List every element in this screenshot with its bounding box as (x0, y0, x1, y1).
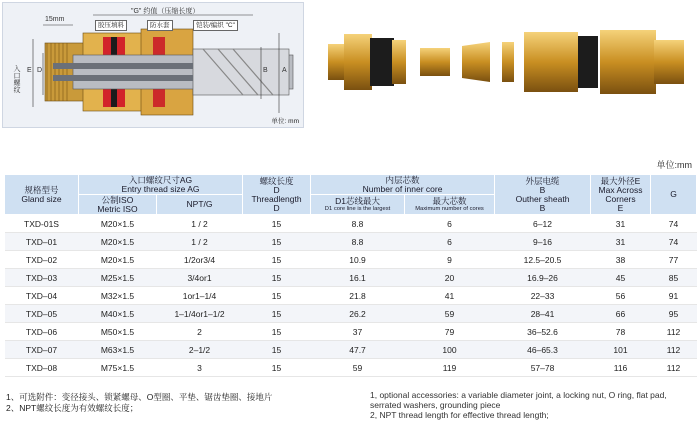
cell-outer-sheath: 36–52.6 (495, 323, 591, 341)
cell-g: 112 (651, 359, 697, 377)
dimension-d-label: D (37, 67, 43, 74)
note-en-2: 2, NPT thread length for effective thread length; (370, 410, 549, 420)
header-entry-thread: 入口螺纹尺寸AG Entry thread size AG (79, 175, 243, 195)
cell-gland-size: TXD–01 (5, 233, 79, 251)
cell-metric-iso: M25×1.5 (79, 269, 157, 287)
cell-g: 74 (651, 215, 697, 233)
cell-npt: 1–1/4or1–1/2 (157, 305, 243, 323)
dimension-g-label: "G" 约值（压缩长度） (131, 8, 200, 15)
cell-gland-size: TXD–03 (5, 269, 79, 287)
cell-max-corners: 38 (591, 251, 651, 269)
dimension-a-label: A (282, 67, 287, 74)
cell-gland-size: TXD–06 (5, 323, 79, 341)
cell-npt: 1 / 2 (157, 215, 243, 233)
cell-gland-size: TXD–07 (5, 341, 79, 359)
cell-npt: 3 (157, 359, 243, 377)
table-row (5, 341, 697, 359)
table-row (5, 287, 697, 305)
cell-max-cores: 119 (405, 359, 495, 377)
cell-max-corners: 66 (591, 305, 651, 323)
note-cn-1: 1、可选附件：变径接头、锁紧螺母、O型圈、平垫、锯齿垫圈、接地片 (6, 392, 273, 402)
header-max-across-corners: 最大外径E Max Across Corners E (591, 175, 651, 215)
cell-d1-core: 8.8 (311, 233, 405, 251)
cell-d1-core: 37 (311, 323, 405, 341)
cell-g: 112 (651, 341, 697, 359)
cell-max-cores: 20 (405, 269, 495, 287)
table-row (5, 251, 697, 269)
cell-max-corners: 45 (591, 269, 651, 287)
cell-g: 112 (651, 323, 697, 341)
cell-thread-length: 15 (243, 287, 311, 305)
table-row (5, 215, 697, 233)
callout-seal: 胶压填料 (95, 20, 127, 31)
callout-armour: 铠装/编织 "C" (193, 20, 238, 31)
cell-d1-core: 10.9 (311, 251, 405, 269)
cell-d1-core: 21.8 (311, 287, 405, 305)
header-outer-sheath: 外层电缆 B Outher sheath B (495, 175, 591, 215)
cell-max-corners: 31 (591, 233, 651, 251)
header-inner-core: 内层芯数 Number of inner core (311, 175, 495, 195)
table-row (5, 323, 697, 341)
table-unit-label: 单位:mm (656, 160, 692, 170)
cell-g: 74 (651, 233, 697, 251)
table-row (5, 233, 697, 251)
cell-outer-sheath: 6–12 (495, 215, 591, 233)
cell-outer-sheath: 9–16 (495, 233, 591, 251)
product-illustration (0, 0, 700, 140)
cell-g: 85 (651, 269, 697, 287)
cell-outer-sheath: 57–78 (495, 359, 591, 377)
table-row (5, 359, 697, 377)
cell-d1-core: 59 (311, 359, 405, 377)
cell-g: 91 (651, 287, 697, 305)
cell-outer-sheath: 28–41 (495, 305, 591, 323)
cell-d1-core: 26.2 (311, 305, 405, 323)
cross-section-diagram (2, 2, 304, 128)
drawing-unit-label: 单位: mm (271, 118, 299, 125)
cell-gland-size: TXD–02 (5, 251, 79, 269)
cell-d1-core: 47.7 (311, 341, 405, 359)
cell-thread-length: 15 (243, 233, 311, 251)
cell-metric-iso: M50×1.5 (79, 323, 157, 341)
cell-max-cores: 100 (405, 341, 495, 359)
cell-npt: 1/2or3/4 (157, 251, 243, 269)
cell-npt: 1 / 2 (157, 233, 243, 251)
notes-chinese (6, 392, 272, 414)
cell-thread-length: 15 (243, 305, 311, 323)
inlet-thread-label: 入口螺纹 (13, 65, 20, 93)
specification-table-body (5, 215, 697, 377)
cell-max-cores: 6 (405, 215, 495, 233)
dimension-e-label: E (27, 67, 32, 74)
header-metric-iso: 公制ISO Metric ISO (79, 195, 157, 215)
cell-max-corners: 56 (591, 287, 651, 305)
cell-npt: 2 (157, 323, 243, 341)
cell-max-cores: 6 (405, 233, 495, 251)
cell-metric-iso: M75×1.5 (79, 359, 157, 377)
table-row (5, 269, 697, 287)
cell-npt: 2–1/2 (157, 341, 243, 359)
cell-outer-sheath: 12.5–20.5 (495, 251, 591, 269)
cell-max-cores: 9 (405, 251, 495, 269)
specification-table (4, 174, 697, 377)
header-d1-core: D1芯线最大 D1 core line is the largest (311, 195, 405, 215)
cell-outer-sheath: 22–33 (495, 287, 591, 305)
note-cn-2: 2、NPT螺纹长度为有效螺纹长度； (6, 403, 139, 413)
cell-thread-length: 15 (243, 269, 311, 287)
cell-max-cores: 79 (405, 323, 495, 341)
cell-max-cores: 41 (405, 287, 495, 305)
exploded-gland-photo (328, 12, 698, 112)
cell-gland-size: TXD–08 (5, 359, 79, 377)
cell-outer-sheath: 16.9–26 (495, 269, 591, 287)
table-row (5, 305, 697, 323)
cell-outer-sheath: 46–65.3 (495, 341, 591, 359)
dimension-b-label: B (263, 67, 268, 74)
note-en-1: 1, optional accessories: a variable diameter joint, a locking nut, O ring, flat pad, serrated washers, grounding piece (370, 390, 667, 410)
header-thread-length: 螺纹长度 D Threadlength D (243, 175, 311, 215)
cell-thread-length: 15 (243, 323, 311, 341)
cell-max-corners: 31 (591, 215, 651, 233)
cell-thread-length: 15 (243, 215, 311, 233)
cell-metric-iso: M40×1.5 (79, 305, 157, 323)
cell-gland-size: TXD–05 (5, 305, 79, 323)
cell-max-corners: 101 (591, 341, 651, 359)
cell-metric-iso: M20×1.5 (79, 233, 157, 251)
header-g: G (651, 175, 697, 215)
cell-metric-iso: M20×1.5 (79, 251, 157, 269)
notes-english (370, 390, 696, 420)
cell-metric-iso: M63×1.5 (79, 341, 157, 359)
cell-metric-iso: M20×1.5 (79, 215, 157, 233)
cell-metric-iso: M32×1.5 (79, 287, 157, 305)
cell-thread-length: 15 (243, 251, 311, 269)
cell-max-corners: 116 (591, 359, 651, 377)
cell-d1-core: 16.1 (311, 269, 405, 287)
header-max-cores: 最大芯数 Maximum number of cores (405, 195, 495, 215)
cell-g: 95 (651, 305, 697, 323)
cell-gland-size: TXD–04 (5, 287, 79, 305)
dimension-15mm-label: 15mm (45, 16, 65, 23)
cell-npt: 1or1–1/4 (157, 287, 243, 305)
cell-thread-length: 15 (243, 341, 311, 359)
header-npt: NPT/G (157, 195, 243, 215)
cell-g: 77 (651, 251, 697, 269)
cell-thread-length: 15 (243, 359, 311, 377)
cell-max-corners: 78 (591, 323, 651, 341)
cell-max-cores: 59 (405, 305, 495, 323)
callout-nut: 防水套 (147, 20, 173, 31)
header-gland-size: 规格型号 Gland size (5, 175, 79, 215)
cell-d1-core: 8.8 (311, 215, 405, 233)
cell-npt: 3/4or1 (157, 269, 243, 287)
cell-gland-size: TXD-01S (5, 215, 79, 233)
